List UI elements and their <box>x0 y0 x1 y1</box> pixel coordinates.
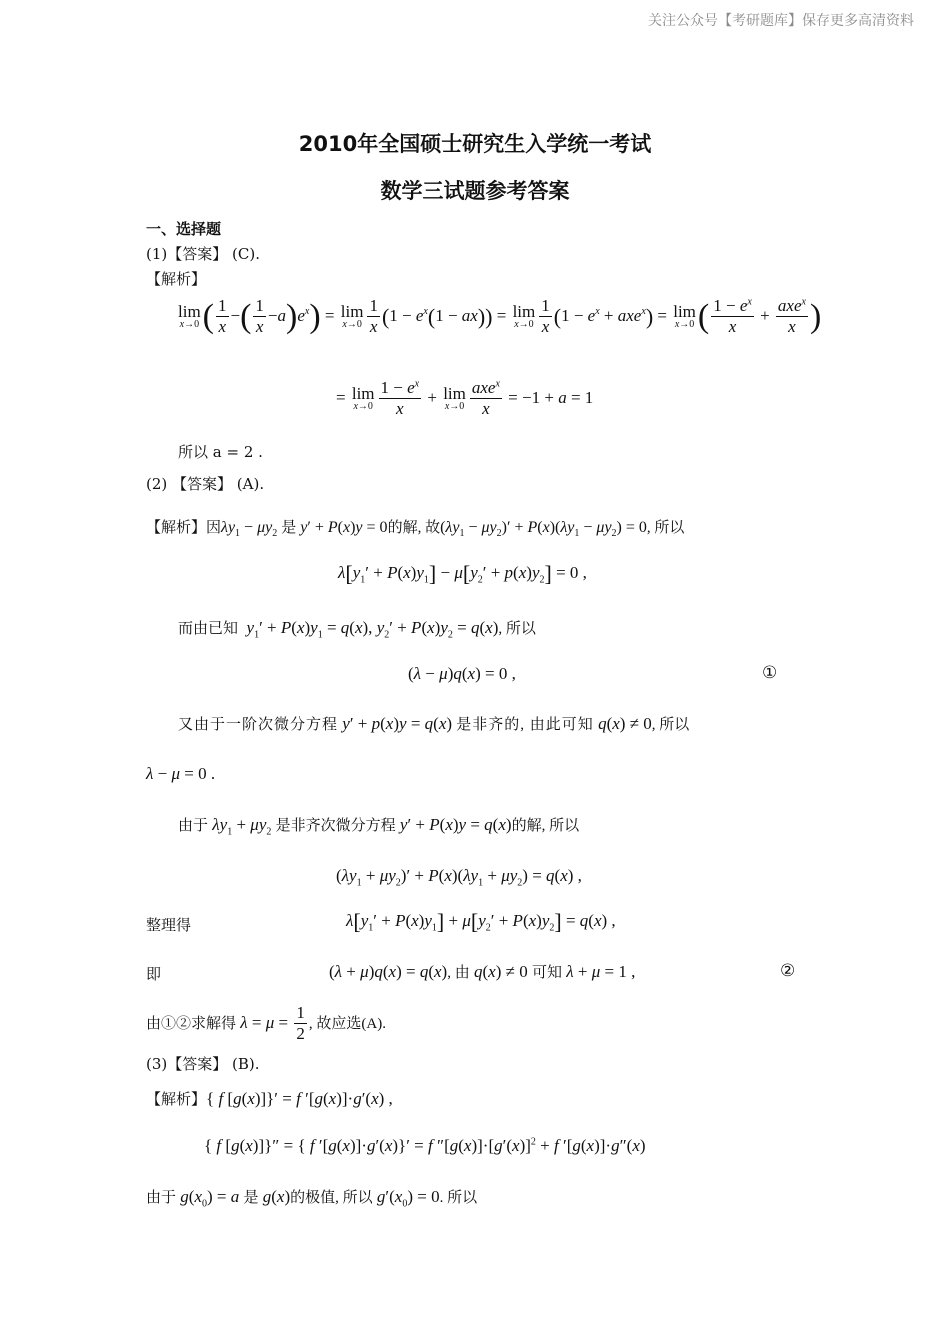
q2-text-you: 又由于一阶次微分方程 <box>178 717 339 733</box>
watermark-text: 关注公众号【考研题库】保存更多高清资料 <box>648 13 914 29</box>
q2-text-dejie-gu: 的解, 故 <box>387 520 441 536</box>
q2-equation-3: $(\lambda y_1 + \mu y_2)' + P(x)(\lambda y_1 + \mu y_2) = q(x)$ , <box>336 866 582 889</box>
equation-mark-1: ① <box>762 663 778 683</box>
q2-text-suoyi-3: , 所以 <box>651 717 690 733</box>
q1-analysis-label: 【解析】 <box>146 270 207 288</box>
q3-text-jizhi: 的极值, 所以 <box>290 1190 373 1206</box>
q2-text-kezhi: 可知 <box>531 965 562 981</box>
q3-last-line: 由于 $g(x_0) = a$ 是 g(x)的极值, 所以 $g'(x_0) = 0$. 所以 <box>146 1187 478 1210</box>
q2-text-feiqi: 是非齐的, 由此可知 <box>456 717 594 733</box>
q2-equation-4: $\lambda[y_1' + P(x)y_1] + \mu[y_2' + P(x)y_2] = q(x)$ , <box>346 909 616 934</box>
q2-text-suoyi: , 所以 <box>646 520 685 536</box>
q3-text-suoyi: . 所以 <box>439 1190 478 1206</box>
q2-text-select: , 故应选(A). <box>308 1015 386 1032</box>
q1-equation-2: = lim x→0 $\frac{1 - e^x}{x}$ + lim x→0 $\frac{axe^x}{x}$ = −1 + a = 1 <box>336 378 594 419</box>
q2-equation-5: (λ + μ)q(x) = q(x), 由 q(x) ≠ 0 可知 λ + μ = 1 , <box>329 962 636 981</box>
q3-answer: (3)【答案】 (B). <box>146 1055 260 1073</box>
q2-final-line: 由①②求解得 λ = μ = $\frac{1}{2}$ , 故应选(A). <box>146 1003 386 1044</box>
page-title: 2010年全国硕士研究生入学统一考试 <box>298 132 652 156</box>
q2-text-feiqi2: 是非齐次微分方程 <box>275 818 396 834</box>
q2-text-eryou: 而由已知 <box>178 621 239 637</box>
q2-result-1: λ − μ = 0 . <box>146 764 216 783</box>
q2-reason-line: 又由于一阶次微分方程 y′ + p(x)y = q(x) 是非齐的, 由此可知 q(x) ≠ 0, 所以 <box>178 714 690 733</box>
section-heading: 一、选择题 <box>146 220 222 238</box>
q2-text-dejie: 的解, 所以 <box>511 818 580 834</box>
q3-analysis-label: 【解析】 <box>146 1092 207 1108</box>
q3-text-shi: 是 <box>243 1190 259 1206</box>
q2-text-shi: 是 <box>281 520 297 536</box>
q2-text-keji: , 由 <box>447 965 470 981</box>
q2-text-suoyi-2: , 所以 <box>498 621 536 637</box>
q2-equation-2: (λ − μ)q(x) = 0 , <box>408 664 516 683</box>
q2-analysis-line: 【解析】因$\lambda y_1 - \mu y_2$ 是 y′ + P(x)y = 0的解, 故$(\lambda y_1 - \mu y_2)' + P(x)(\lambda y_1 - \mu y_2) = 0$, 所以 <box>146 519 685 540</box>
q2-analysis-intro: 【解析】因 <box>146 520 222 536</box>
q3-equation-1: { f [g(x)]}″ = { f ′[g(x)]·g′(x)}′ = f $''[g(x)]\cdot[g'(x)]^2 + f$ ′[g(x)]·g″(x) <box>204 1136 646 1155</box>
equation-mark-2: ② <box>780 961 796 981</box>
q3-analysis-line: 【解析】{ f [g(x)]}′ = f ′[g(x)]·g′(x) , <box>146 1089 393 1108</box>
q2-answer: (2) 【答案】 (A). <box>146 475 265 493</box>
q1-conclusion: 所以 a = 2 . <box>178 443 263 461</box>
q3-text-youyu: 由于 <box>146 1190 177 1206</box>
page-subtitle: 数学三试题参考答案 <box>380 179 570 203</box>
q2-equation-1: $\lambda[y_1' + P(x)y_1] - \mu[y_2' + p(x)y_2] = 0$ , <box>338 561 587 586</box>
q2-text-youyu: 由于 <box>178 818 209 834</box>
q2-text-final: 由①②求解得 <box>146 1015 237 1032</box>
q2-text-ji: 即 <box>146 965 162 983</box>
q2-text-zhengli: 整理得 <box>146 916 192 934</box>
q2-given-line: 而由已知 $y_1' + P(x)y_1 = q(x)$, $y_2' + P(x)y_2 = q(x)$, 所以 <box>178 618 536 641</box>
q2-second-line: 由于 $\lambda y_1 + \mu y_2$ 是非齐次微分方程 y′ + P(x)y = q(x)的解, 所以 <box>178 815 580 838</box>
q1-equation-1: lim x→0 ( $\frac{1}{x}$ −( $\frac{1}{x}$ $-a)e^x$) = lim x→0 $\frac{1}{x}$ $(1 - e^x(1 - ax))$ = lim x→0 $\frac{1}{x}$ $(1 - e^x + axe^x)$ = lim x→0 ( $\frac{1 - e^x}{x}$ + $\frac{axe^x}{x}$ ) <box>178 296 822 337</box>
q1-answer: (1)【答案】 (C). <box>146 245 260 263</box>
